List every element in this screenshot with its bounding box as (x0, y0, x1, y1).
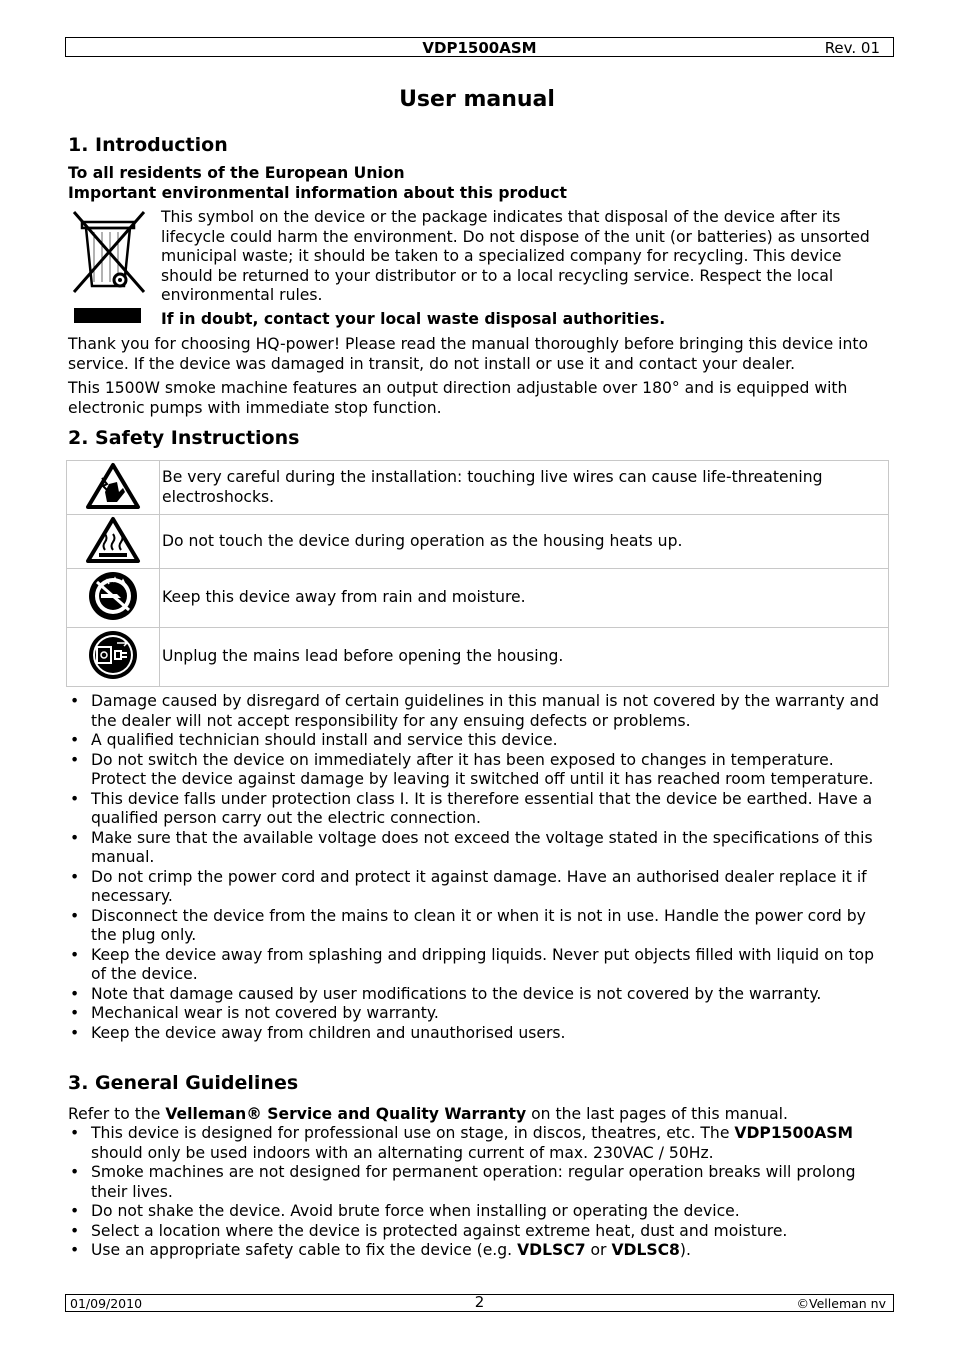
intro-heading: 1. Introduction (68, 134, 228, 156)
list-item: • Do not switch the device on immediately after it has been exposed to changes in temperature. Protect the device against damage by leaving it switched off until it has reached room temperature. (68, 751, 892, 790)
list-item-text: Use an appropriate safety cable to fix the device (e.g. (91, 1241, 518, 1259)
safety-bullet-list (68, 692, 892, 1043)
hot-surface-warning-icon (85, 550, 141, 568)
list-item-text: ). (679, 1241, 691, 1259)
list-item: • Disconnect the device from the mains to clean it or when it is not in use. Handle the power cord by the plug only. (68, 907, 892, 946)
document-title: User manual (399, 87, 555, 112)
general-bullet-list (68, 1124, 892, 1261)
unplug-mains-icon (87, 667, 139, 685)
safety-icon-cell (67, 569, 160, 628)
electric-shock-warning-icon (85, 496, 141, 514)
list-item: • Make sure that the available voltage does not exceed the voltage stated in the specifications of this manual. (68, 829, 892, 868)
model-name: VDP1500ASM (734, 1124, 854, 1142)
warranty-reference-pre: Refer to the (68, 1105, 166, 1123)
safety-text: Be very careful during the installation: touching live wires can cause life-threatening electroshocks. (160, 461, 889, 515)
weee-text: This symbol on the device or the package indicates that disposal of the device after its lifecycle could harm the environment. Do not dispose of the unit (or batteries) as unsorted municipal waste; it should be taken to a specialized company for recycling. This device should be returned to your distributor or to a local recycling service. Respect the local environmental rules. (161, 208, 870, 304)
safety-text: Keep this device away from rain and moisture. (160, 569, 889, 628)
intro-paragraph-1: Thank you for choosing HQ-power! Please read the manual thoroughly before bringing this device into service. If the device was damaged in transit, do not install or use it and contact your dealer. (68, 335, 869, 373)
footer-date: 01/09/2010 (70, 1296, 143, 1311)
safety-icon-cell (67, 461, 160, 515)
safety-row (67, 515, 889, 569)
keep-dry-icon (87, 608, 139, 626)
header-revision: Rev. 01 (824, 39, 880, 57)
safety-row (67, 569, 889, 628)
safety-heading: 2. Safety Instructions (68, 427, 300, 449)
safety-text: Do not touch the device during operation as the housing heats up. (160, 515, 889, 569)
list-item: • A qualified technician should install and service this device. (68, 731, 892, 751)
list-item (68, 1241, 892, 1261)
list-item: • Keep the device away from splashing and dripping liquids. Never put objects filled with liquid on top of the device. (68, 946, 892, 985)
warranty-reference-post: on the last pages of this manual. (526, 1105, 788, 1123)
page-number: 2 (474, 1293, 485, 1311)
list-item-text: should only be used indoors with an alternating current of max. 230VAC / 50Hz. (91, 1143, 714, 1162)
eu-residents-line: To all residents of the European Union (68, 164, 405, 182)
list-item: • Keep the device away from children and unauthorised users. (68, 1024, 892, 1044)
footer-copyright: ©Velleman nv (796, 1296, 886, 1311)
warranty-reference (68, 1105, 894, 1125)
list-item: • Do not crimp the power cord and protect it against damage. Have an authorised dealer replace it if necessary. (68, 868, 892, 907)
header-model: VDP1500ASM (422, 39, 537, 57)
environment-info-line: Important environmental information about this product (68, 184, 567, 202)
weee-black-bar (74, 308, 141, 323)
page-footer (65, 1294, 894, 1312)
crossed-out-wheelie-bin-icon (68, 208, 150, 296)
safety-icon-cell (67, 515, 160, 569)
safety-row (67, 461, 889, 515)
warranty-reference-name: Velleman® Service and Quality Warranty (165, 1105, 527, 1123)
list-item: • Smoke machines are not designed for permanent operation: regular operation breaks will prolong their lives. (68, 1163, 892, 1202)
safety-cable-model: VDLSC7 (517, 1241, 586, 1259)
list-item-text: or (585, 1241, 612, 1259)
safety-table (66, 460, 889, 687)
list-item: • Do not shake the device. Avoid brute force when installing or operating the device. (68, 1202, 892, 1222)
safety-row (67, 628, 889, 687)
safety-cable-model: VDLSC8 (611, 1241, 680, 1259)
list-item: • Damage caused by disregard of certain guidelines in this manual is not covered by the warranty and the dealer will not accept responsibility for any ensuing defects or problems. (68, 692, 892, 731)
intro-paragraph-2: This 1500W smoke machine features an output direction adjustable over 180° and is equipped with electronic pumps with immediate stop function. (68, 379, 848, 417)
general-heading: 3. General Guidelines (68, 1072, 299, 1094)
weee-doubt-text: If in doubt, contact your local waste disposal authorities. (161, 310, 666, 328)
safety-icon-cell (67, 628, 160, 687)
safety-text: Unplug the mains lead before opening the housing. (160, 628, 889, 687)
list-item: • Mechanical wear is not covered by warranty. (68, 1004, 892, 1024)
list-item-text: This device is designed for professional use on stage, in discos, theatres, etc. The (91, 1124, 735, 1142)
list-item (68, 1124, 892, 1163)
page-header (65, 37, 894, 57)
list-item: • This device falls under protection class I. It is therefore essential that the device be earthed. Have a qualified person carry out the electric connection. (68, 790, 892, 829)
list-item: • Select a location where the device is protected against extreme heat, dust and moisture. (68, 1222, 892, 1242)
list-item: • Note that damage caused by user modifications to the device is not covered by the warranty. (68, 985, 892, 1005)
